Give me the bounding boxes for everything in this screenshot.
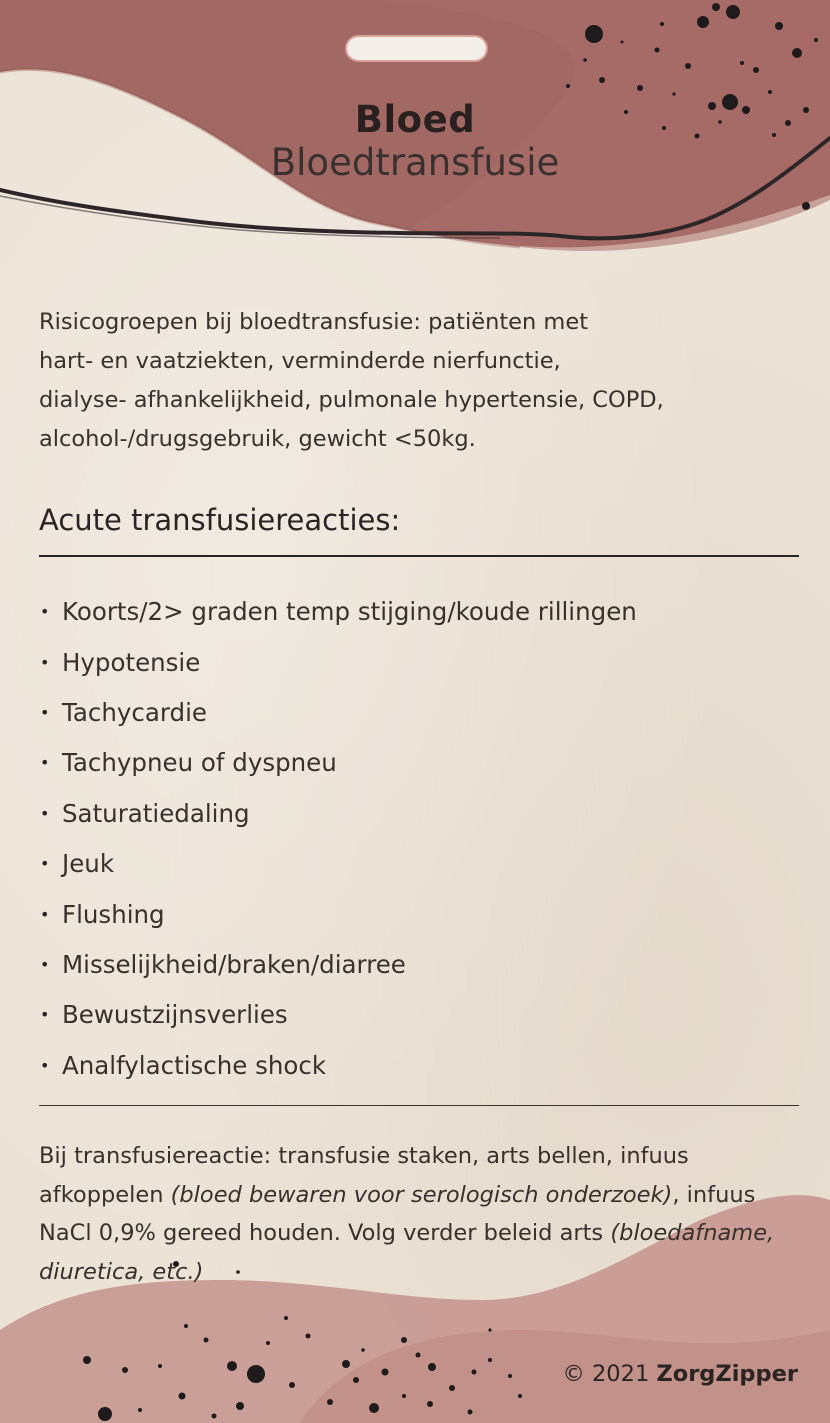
intro-line: Risicogroepen bij bloedtransfusie: patiënten met	[39, 309, 589, 335]
action-note	[39, 1137, 809, 1291]
bullet-icon: •	[40, 1005, 50, 1025]
action-note-italic: (bloed bewaren voor serologisch onderzoek)	[170, 1181, 673, 1208]
bullet-icon: •	[40, 954, 50, 974]
bullet-icon: •	[40, 1055, 50, 1075]
list-item-label: Hypotensie	[62, 647, 201, 677]
action-note-text: , infuus NaCl 0,9% gereed houden. Volg verder beleid arts	[39, 1181, 756, 1246]
list-item	[40, 940, 637, 990]
list-item	[40, 789, 637, 839]
bullet-icon: •	[40, 702, 50, 722]
list-item-label: Flushing	[62, 899, 165, 929]
list-item-label: Jeuk	[62, 849, 115, 879]
intro-line: hart- en vaatziekten, verminderde nierfunctie,	[39, 348, 561, 374]
intro-line: dialyse- afhankelijkheid, pulmonale hypertensie, COPD,	[39, 387, 664, 413]
bullet-icon: •	[40, 904, 50, 924]
copyright-year: © 2021	[562, 1361, 657, 1387]
bullet-icon: •	[40, 602, 50, 622]
list-item	[40, 637, 637, 687]
list-item	[40, 839, 637, 889]
divider	[39, 555, 799, 557]
list-item	[40, 738, 637, 788]
list-item	[40, 688, 637, 738]
copyright	[562, 1361, 798, 1387]
list-item	[40, 1041, 637, 1091]
divider	[39, 1105, 799, 1106]
list-item	[40, 990, 637, 1040]
list-item-label: Saturatiedaling	[62, 798, 250, 828]
list-item-label: Analfylactische shock	[62, 1050, 327, 1080]
intro-paragraph	[39, 303, 809, 459]
list-item	[40, 889, 637, 939]
list-item	[40, 587, 637, 637]
bullet-icon: •	[40, 652, 50, 672]
page-title: Bloed	[354, 98, 476, 141]
list-item-label: Bewustzijnsverlies	[62, 1000, 288, 1030]
reaction-list	[40, 587, 637, 1091]
list-item-label: Tachypneu of dyspneu	[62, 748, 337, 778]
bullet-icon: •	[40, 854, 50, 874]
intro-line: alcohol-/drugsgebruik, gewicht <50kg.	[39, 426, 476, 452]
page-subtitle: Bloedtransfusie	[270, 141, 560, 184]
bullet-icon: •	[40, 803, 50, 823]
list-item-label: Tachycardie	[62, 697, 207, 727]
bullet-icon: •	[40, 753, 50, 773]
action-note-italic: (bloedafname, diuretica, etc.)	[39, 1220, 775, 1285]
list-item-label: Misselijkheid/braken/diarree	[62, 949, 406, 979]
brand-name: ZorgZipper	[656, 1361, 798, 1387]
section-heading: Acute transfusiereacties:	[39, 503, 401, 537]
action-note-text: Bij transfusiereactie: transfusie staken, arts bellen, infuus afkoppelen	[39, 1143, 689, 1208]
list-item-label: Koorts/2> graden temp stijging/koude rillingen	[62, 597, 637, 627]
lanyard-slot	[345, 35, 488, 62]
